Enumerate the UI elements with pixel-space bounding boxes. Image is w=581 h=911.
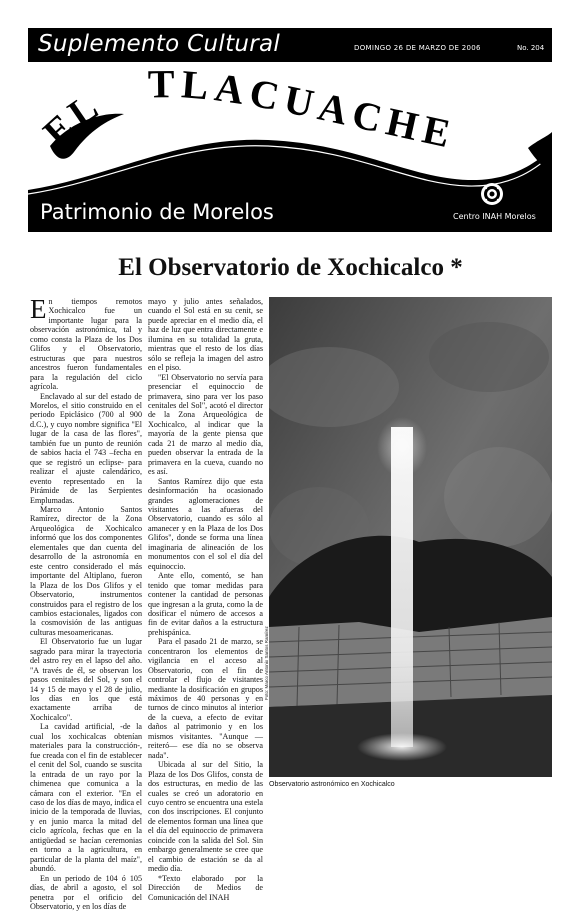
paragraph: En un periodo de 104 ó 105 días, de abril a agosto, el sol penetra por el orificio del Observatorio, y en los días de — [30, 873, 142, 911]
paragraph: Para el pasado 21 de marzo, se concentraron los elementos de vigilancia en el acceso al Observatorio, con el fin de controlar el flujo de visitantes mediante la dosificación en grupos máximos de 40 personas y en turnos de cinco minutos al interior de la cueva, a efecto de evitar daños al patrimonio y en los mismos visitantes. "Aunque —reiteró— ese día no se observa nada". — [148, 637, 263, 760]
section-title: Patrimonio de Morelos — [40, 200, 274, 224]
title-word-el: EL — [35, 84, 109, 155]
footnote: *Texto elaborado por la Dirección de Medios de Comunicación del INAH — [148, 873, 263, 902]
drop-cap: E — [30, 294, 47, 324]
paragraph: Marco Antonio Santos Ramírez, director de la Zona Arqueológica de Xochicalco informó que los dos componentes elementales que dan cuenta del desarrollo de la astronomía en este centro considerado el más importante del Altiplano, fueron la Plaza de los Dos Glifos y el Observatorio, instrumentos construidos para el registro de los cambios estacionales, ligados con la cosmovisión de las antiguas culturas mesoamericanas. — [30, 504, 142, 637]
paragraph: La cavidad artificial, -de la cual los xochicalcas obtenían materiales para la construcción-, fue creada con el fin de establecer el cenit del Sol, cuando se suscita la entrada de un rayo por la chimenea que comunica a la cámara con el exterior. "En el caso de los días de mayo, indica el inicio de la temporada de lluvias, y en junio marca la mitad del ciclo agrícola, fechas que en la antigüedad se hacían ceremonias en torno a la agricultura, en particular de la planta del maíz", abundó. — [30, 722, 142, 874]
supplement-title: Suplemento Cultural — [38, 31, 281, 57]
paragraph: mayo y julio antes señalados, cuando el Sol está en su cenit, se puede apreciar en el medio día, el haz de luz que entra directamente e ilumina en su totalidad la gruta, mientras que el resto de los días sólo se refleja la imagen del astro en el piso. — [148, 297, 263, 373]
photo-caption: Observatorio astronómico en Xochicalco — [269, 781, 395, 788]
paragraph: Ante ello, comentó, se han tenido que tomar medidas para contener la cantidad de personas que ingresan a la gruta, como la de dosificar el número de accesos a fin de evitar daños a la estructura prehispánica. — [148, 571, 263, 637]
paragraph: Santos Ramírez dijo que esta desinformación ha ocasionado grandes aglomeraciones de visitantes a las afueras del Observatorio, cuando es sólo al amanecer y en la Plaza de los Dos Glifos", donde se forma una línea imaginaria de alineación de los monumentos con el sol el día del equinoccio. — [148, 476, 263, 571]
svg-text:EL — [36, 84, 109, 154]
cave-light-image — [269, 297, 552, 777]
observatory-photo — [269, 297, 552, 777]
paragraph: Enclavado al sur del estado de Morelos, el sitio construido en el periodo Epiclásico (700 al 900 d.C.), y cuyo nombre significa "El lugar de la casa de las flores", también fue un punto de reunión de sabios hacia el 743 –fecha en que se registró un eclipse- para realizar el ajuste calendárico, evento representado en la Pirámide de las Serpientes Emplumadas. — [30, 391, 142, 505]
svg-text:TLACUACHE — [147, 61, 460, 157]
issue-number: No. 204 — [517, 44, 545, 52]
title-word-tlacuache: TLACUACHE — [147, 61, 461, 158]
photo-credit: Foto: Marco Antonio Santos Ramírez — [264, 626, 269, 700]
paragraph: "El Observatorio no servía para presenciar el equinoccio de primavera, sino para ver los paso cenitales del Sol", acotó el director de la Zona Arqueológica de Xochicalco, al indicar que la mayoría de la gente piensa que cada 21 de marzo al medio día, pueden observar la entrada de la primavera en la cueva, cuando no es así. — [148, 372, 263, 477]
publisher-name: Centro INAH Morelos — [453, 212, 536, 221]
masthead — [28, 28, 552, 232]
inah-logo-icon — [480, 182, 504, 206]
issue-date: DOMINGO 26 DE MARZO DE 2006 — [354, 44, 481, 52]
paragraph: El Observatorio fue un lugar sagrado para mirar la trayectoria del astro rey en el lapso del año. "A través de él, se observan los pasos cenitales del Sol, y son el 14 y 15 de mayo y el 28 de julio, los días en los que está exactamente arriba de Xochicalco". — [30, 637, 142, 722]
paragraph: Ubicada al sur del Sitio, la Plaza de los Dos Glifos, consta de dos estructuras, en medio de las cuales se creó un adoratorio en cuyo centro se encuentra una estela con dos inscripciones. El conjunto de elementos forman una línea que el día del equinoccio de primavera coincide con la salida del Sol. Sin embargo generalmente se cree que el cambio de estación se da al medio día. — [148, 760, 263, 874]
article-column-1 — [30, 294, 142, 911]
paragraph: En tiempos remotos Xochicalco fue un importante lugar para la observación astronómica, tal y como consta la Plaza de los Dos Glifos y el Observatorio, estructuras que para nuestros ancestros fueron fundamentales para la regulación del ciclo agrícola. — [30, 294, 142, 392]
article-column-2 — [148, 297, 263, 902]
article-headline: El Observatorio de Xochicalco * — [118, 254, 463, 281]
